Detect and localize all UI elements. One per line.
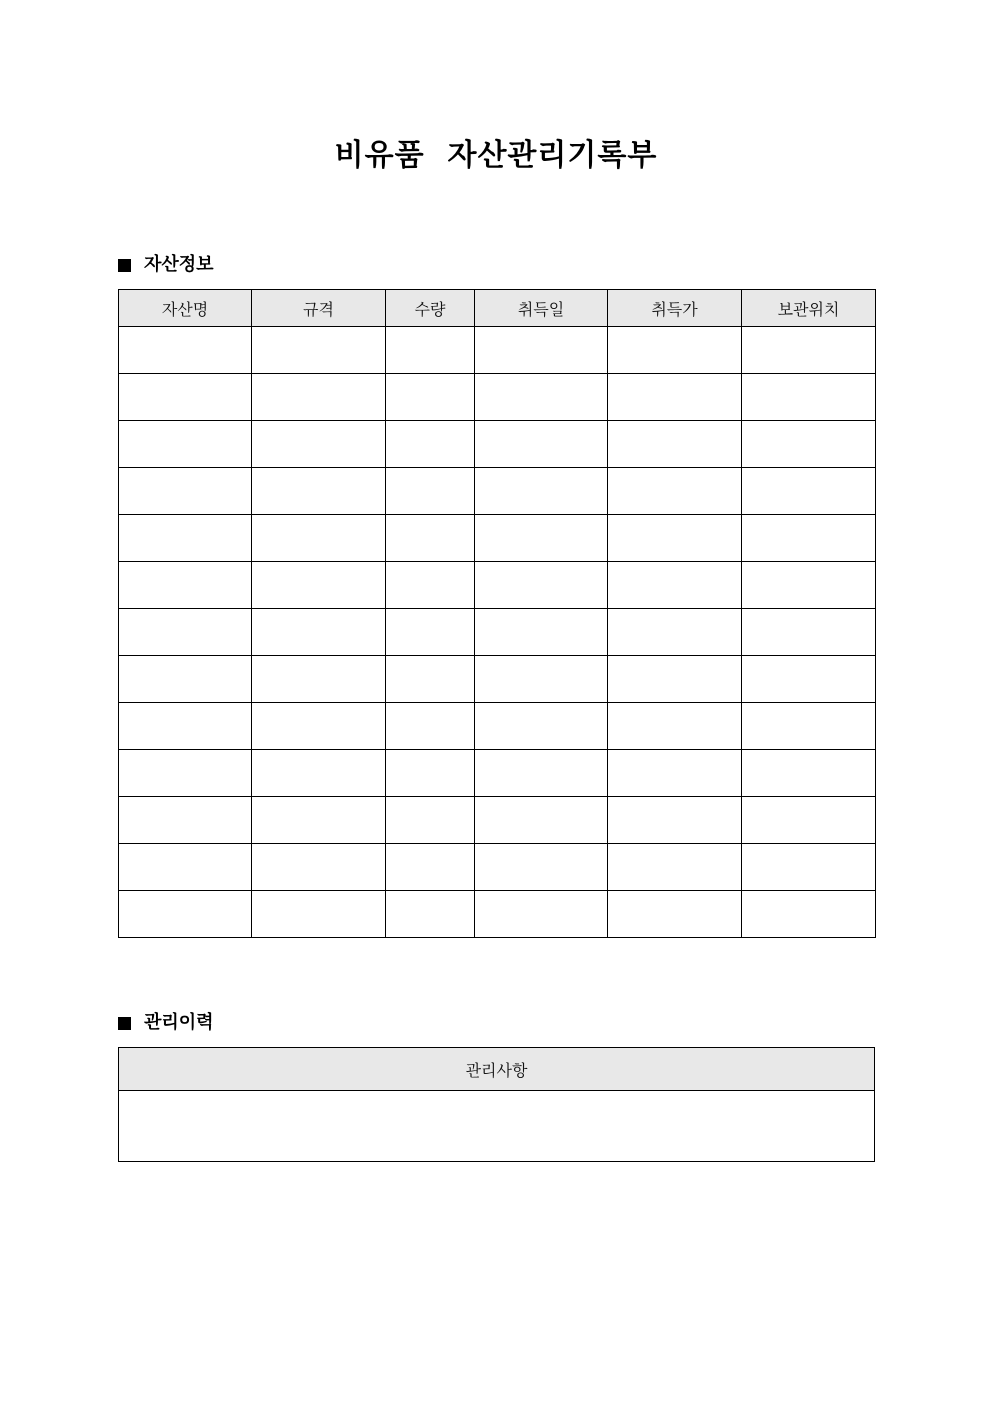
asset-name-cell[interactable] bbox=[119, 374, 252, 421]
acquisition-price-cell[interactable] bbox=[608, 844, 742, 891]
asset-name-cell[interactable] bbox=[119, 797, 252, 844]
acquisition-date-cell[interactable] bbox=[475, 421, 608, 468]
storage-location-cell[interactable] bbox=[742, 468, 876, 515]
spec-cell[interactable] bbox=[252, 797, 386, 844]
storage-location-cell[interactable] bbox=[742, 891, 876, 938]
management-notes-cell[interactable] bbox=[119, 1091, 875, 1162]
storage-location-cell[interactable] bbox=[742, 656, 876, 703]
table-header-row bbox=[119, 1048, 875, 1091]
spec-cell[interactable] bbox=[252, 750, 386, 797]
asset-name-cell[interactable] bbox=[119, 891, 252, 938]
acquisition-price-cell[interactable] bbox=[608, 703, 742, 750]
square-bullet-icon bbox=[118, 259, 131, 272]
quantity-cell[interactable] bbox=[386, 609, 475, 656]
spec-cell[interactable] bbox=[252, 891, 386, 938]
quantity-cell[interactable] bbox=[386, 421, 475, 468]
column-header-asset-name: 자산명 bbox=[119, 290, 252, 327]
storage-location-cell[interactable] bbox=[742, 750, 876, 797]
acquisition-price-cell[interactable] bbox=[608, 891, 742, 938]
acquisition-price-cell[interactable] bbox=[608, 609, 742, 656]
acquisition-date-cell[interactable] bbox=[475, 703, 608, 750]
asset-name-cell[interactable] bbox=[119, 750, 252, 797]
spec-cell[interactable] bbox=[252, 515, 386, 562]
column-header-acquisition-date: 취득일 bbox=[475, 290, 608, 327]
acquisition-date-cell[interactable] bbox=[475, 515, 608, 562]
document-title: 비유품 자산관리기록부 bbox=[334, 138, 658, 173]
spec-cell[interactable] bbox=[252, 703, 386, 750]
storage-location-cell[interactable] bbox=[742, 327, 876, 374]
quantity-cell[interactable] bbox=[386, 468, 475, 515]
acquisition-price-cell[interactable] bbox=[608, 468, 742, 515]
table-row bbox=[119, 327, 876, 374]
quantity-cell[interactable] bbox=[386, 750, 475, 797]
acquisition-date-cell[interactable] bbox=[475, 562, 608, 609]
table-row bbox=[119, 656, 876, 703]
storage-location-cell[interactable] bbox=[742, 703, 876, 750]
quantity-cell[interactable] bbox=[386, 374, 475, 421]
acquisition-date-cell[interactable] bbox=[475, 797, 608, 844]
acquisition-price-cell[interactable] bbox=[608, 797, 742, 844]
asset-name-cell[interactable] bbox=[119, 468, 252, 515]
asset-name-cell[interactable] bbox=[119, 421, 252, 468]
spec-cell[interactable] bbox=[252, 656, 386, 703]
column-header-spec: 규격 bbox=[252, 290, 386, 327]
asset-info-heading-label: 자산정보 bbox=[144, 254, 214, 275]
management-history-heading-label: 관리이력 bbox=[144, 1012, 214, 1033]
table-row bbox=[119, 703, 876, 750]
acquisition-date-cell[interactable] bbox=[475, 656, 608, 703]
storage-location-cell[interactable] bbox=[742, 562, 876, 609]
storage-location-cell[interactable] bbox=[742, 515, 876, 562]
table-row bbox=[119, 421, 876, 468]
acquisition-price-cell[interactable] bbox=[608, 421, 742, 468]
acquisition-date-cell[interactable] bbox=[475, 468, 608, 515]
quantity-cell[interactable] bbox=[386, 703, 475, 750]
quantity-cell[interactable] bbox=[386, 562, 475, 609]
quantity-cell[interactable] bbox=[386, 797, 475, 844]
storage-location-cell[interactable] bbox=[742, 844, 876, 891]
spec-cell[interactable] bbox=[252, 609, 386, 656]
spec-cell[interactable] bbox=[252, 421, 386, 468]
table-row bbox=[119, 374, 876, 421]
table-row bbox=[119, 515, 876, 562]
acquisition-date-cell[interactable] bbox=[475, 327, 608, 374]
asset-name-cell[interactable] bbox=[119, 656, 252, 703]
quantity-cell[interactable] bbox=[386, 891, 475, 938]
acquisition-date-cell[interactable] bbox=[475, 374, 608, 421]
acquisition-price-cell[interactable] bbox=[608, 656, 742, 703]
table-row bbox=[119, 750, 876, 797]
column-header-quantity: 수량 bbox=[386, 290, 475, 327]
acquisition-price-cell[interactable] bbox=[608, 750, 742, 797]
storage-location-cell[interactable] bbox=[742, 797, 876, 844]
acquisition-date-cell[interactable] bbox=[475, 844, 608, 891]
acquisition-price-cell[interactable] bbox=[608, 562, 742, 609]
storage-location-cell[interactable] bbox=[742, 421, 876, 468]
spec-cell[interactable] bbox=[252, 562, 386, 609]
table-header-row bbox=[119, 290, 876, 327]
storage-location-cell[interactable] bbox=[742, 374, 876, 421]
quantity-cell[interactable] bbox=[386, 844, 475, 891]
storage-location-cell[interactable] bbox=[742, 609, 876, 656]
asset-name-cell[interactable] bbox=[119, 562, 252, 609]
asset-name-cell[interactable] bbox=[119, 703, 252, 750]
acquisition-date-cell[interactable] bbox=[475, 891, 608, 938]
spec-cell[interactable] bbox=[252, 374, 386, 421]
column-header-management-notes: 관리사항 bbox=[119, 1048, 875, 1091]
column-header-acquisition-price: 취득가 bbox=[608, 290, 742, 327]
spec-cell[interactable] bbox=[252, 844, 386, 891]
table-row bbox=[119, 891, 876, 938]
quantity-cell[interactable] bbox=[386, 327, 475, 374]
asset-name-cell[interactable] bbox=[119, 515, 252, 562]
table-row bbox=[119, 562, 876, 609]
spec-cell[interactable] bbox=[252, 468, 386, 515]
table-row bbox=[119, 468, 876, 515]
acquisition-price-cell[interactable] bbox=[608, 374, 742, 421]
management-history-heading bbox=[118, 1011, 214, 1035]
table-row bbox=[119, 797, 876, 844]
management-history-table bbox=[118, 1047, 875, 1162]
asset-info-table bbox=[118, 289, 876, 938]
acquisition-date-cell[interactable] bbox=[475, 609, 608, 656]
spec-cell[interactable] bbox=[252, 327, 386, 374]
table-row bbox=[119, 609, 876, 656]
quantity-cell[interactable] bbox=[386, 515, 475, 562]
column-header-storage-location: 보관위치 bbox=[742, 290, 876, 327]
asset-name-cell[interactable] bbox=[119, 844, 252, 891]
acquisition-price-cell[interactable] bbox=[608, 515, 742, 562]
acquisition-price-cell[interactable] bbox=[608, 327, 742, 374]
table-row bbox=[119, 1091, 875, 1162]
square-bullet-icon bbox=[118, 1017, 131, 1030]
acquisition-date-cell[interactable] bbox=[475, 750, 608, 797]
asset-name-cell[interactable] bbox=[119, 327, 252, 374]
table-row bbox=[119, 844, 876, 891]
asset-info-heading bbox=[118, 253, 214, 277]
quantity-cell[interactable] bbox=[386, 656, 475, 703]
asset-name-cell[interactable] bbox=[119, 609, 252, 656]
